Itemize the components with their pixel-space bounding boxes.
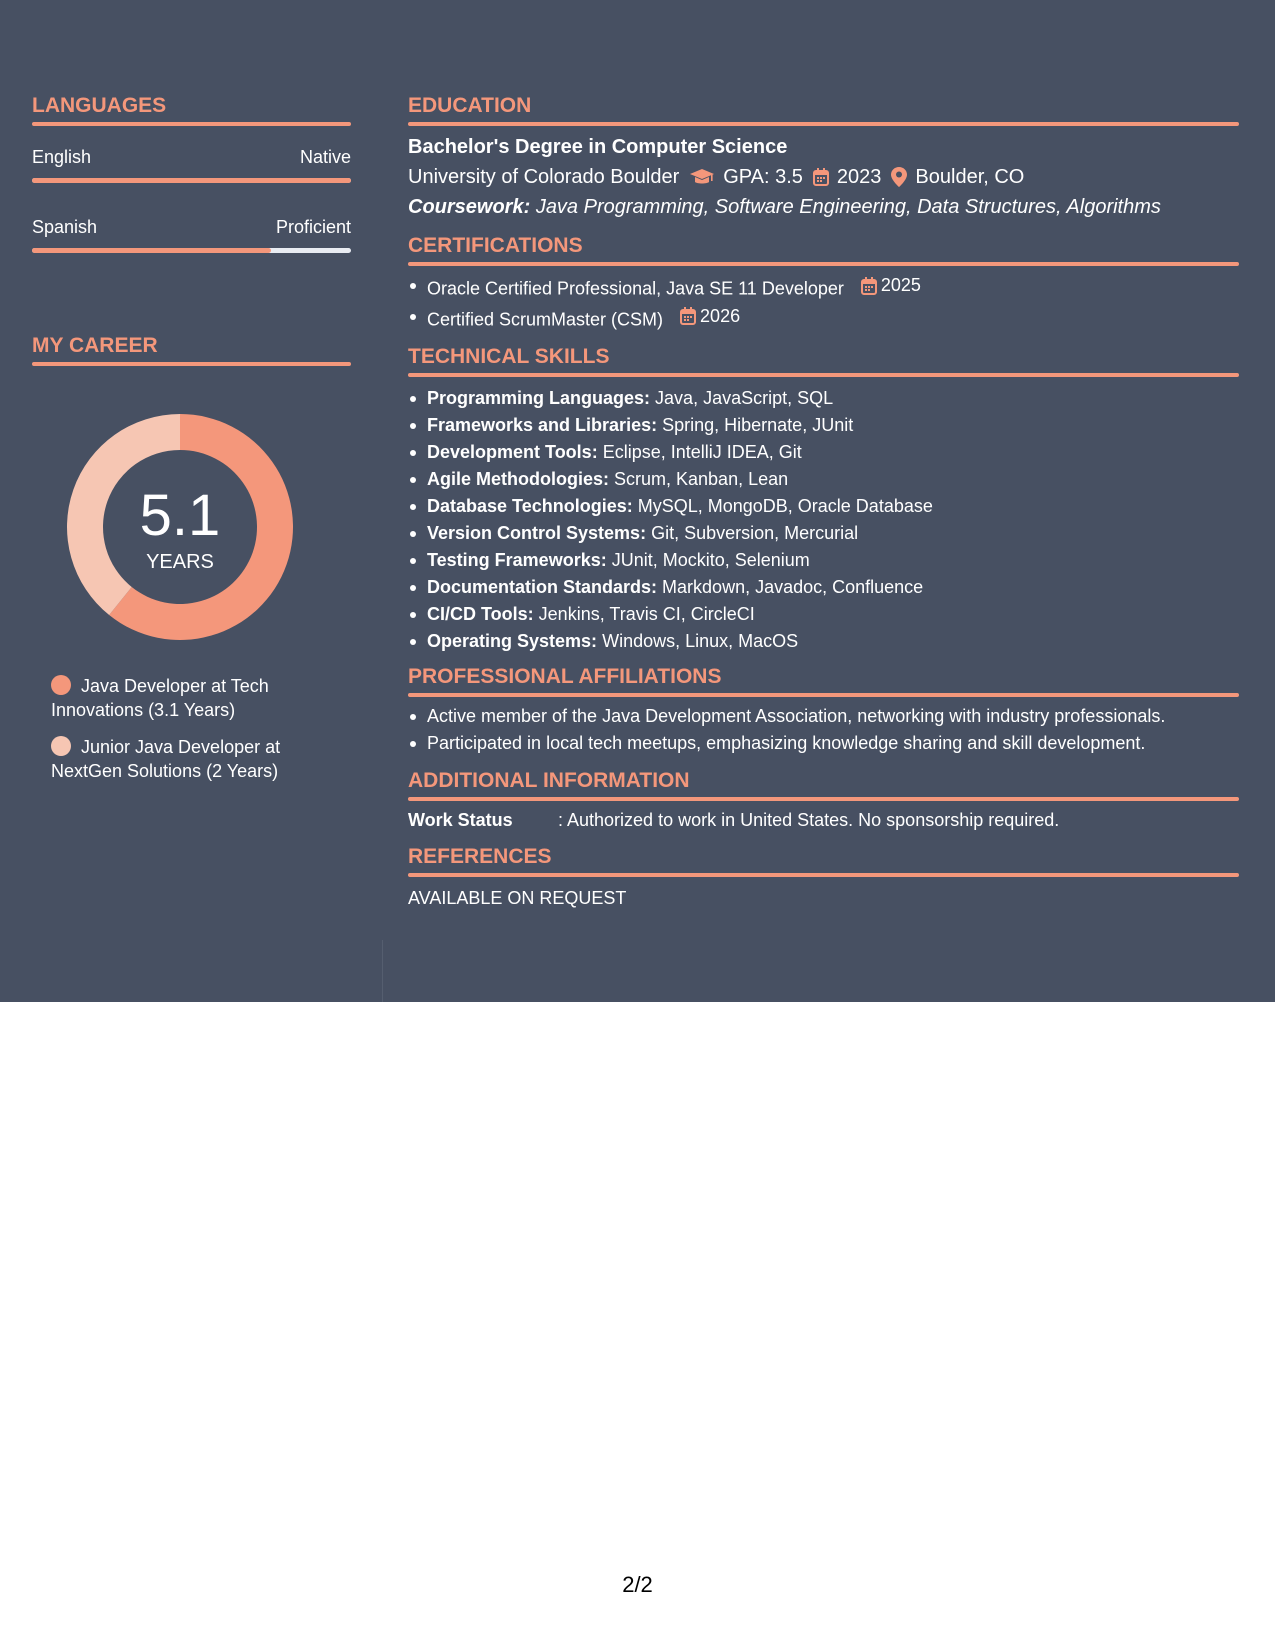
- calendar-icon: [680, 307, 696, 325]
- page-number: 2/2: [622, 1572, 653, 1597]
- list-item: [408, 272, 1239, 303]
- additional-information-section: [408, 769, 1239, 831]
- calendar-icon: [813, 168, 829, 186]
- coursework: [408, 194, 1239, 220]
- coursework-label: Coursework:: [408, 196, 531, 218]
- legend-dot: [51, 675, 71, 695]
- certification-name: Oracle Certified Professional, Java SE 11 Developer: [427, 278, 844, 299]
- skill-value: Eclipse, IntelliJ IDEA, Git: [602, 442, 802, 462]
- skill-label: Documentation Standards:: [427, 577, 658, 597]
- list-item: [408, 601, 1239, 628]
- section-rule: [32, 362, 351, 366]
- language-level: Native: [299, 147, 351, 167]
- career-years-unit: YEARS: [146, 551, 214, 573]
- language-level-bar: [32, 248, 351, 253]
- skills-list: [408, 385, 1239, 655]
- skill-value: Spring, Hibernate, JUnit: [662, 415, 854, 435]
- list-item: [408, 628, 1239, 655]
- additional-title: ADDITIONAL INFORMATION: [408, 769, 690, 792]
- language-level-bar: [32, 178, 351, 183]
- section-rule: [408, 873, 1239, 877]
- references-text: AVAILABLE ON REQUEST: [408, 888, 627, 908]
- certifications-list: [408, 272, 1239, 333]
- references-section: [408, 845, 1239, 909]
- certifications-title: CERTIFICATIONS: [408, 234, 583, 257]
- coursework-list: Java Programming, Software Engineering, Data Structures, Algorithms: [535, 196, 1161, 218]
- graduation-year: 2023: [836, 166, 882, 188]
- skill-label: Version Control Systems:: [427, 523, 647, 543]
- affiliations-title: PROFESSIONAL AFFILIATIONS: [408, 665, 722, 688]
- skill-value: MySQL, MongoDB, Oracle Database: [637, 496, 933, 516]
- education-details: [408, 164, 1239, 190]
- degree-title: Bachelor's Degree in Computer Science: [408, 136, 788, 158]
- legend-item: [51, 735, 341, 783]
- education-section: [408, 94, 1239, 220]
- language-item-spanish: [32, 216, 351, 253]
- language-level-fill: [32, 178, 351, 183]
- left-column: [32, 94, 351, 781]
- affiliations-list: [408, 703, 1239, 757]
- work-status-value: : Authorized to work in United States. No sponsorship required.: [558, 810, 1060, 830]
- section-rule: [408, 262, 1239, 266]
- affiliations-section: [408, 665, 1239, 757]
- language-name: Spanish: [32, 217, 98, 237]
- skill-label: Operating Systems:: [427, 631, 598, 651]
- list-item: [408, 574, 1239, 601]
- legend-label: Java Developer at Tech Innovations (3.1 Years): [51, 676, 269, 720]
- career-section: [32, 334, 351, 366]
- career-total-years: 5.1: [139, 483, 221, 548]
- certification-year: 2025: [880, 275, 921, 295]
- list-item: [408, 303, 1239, 334]
- skill-value: Markdown, Javadoc, Confluence: [662, 577, 924, 597]
- section-rule: [408, 373, 1239, 377]
- skill-label: Agile Methodologies:: [427, 469, 609, 489]
- list-item: [408, 385, 1239, 412]
- skill-label: Testing Frameworks:: [427, 550, 607, 570]
- calendar-icon: [861, 277, 877, 295]
- list-item: Active member of the Java Development Association, networking with industry professionals.: [408, 703, 1239, 730]
- career-legend: [51, 674, 341, 796]
- school-name: University of Colorado Boulder: [408, 166, 680, 188]
- section-rule: [408, 693, 1239, 697]
- language-name: English: [32, 147, 92, 167]
- language-item-english: [32, 146, 351, 183]
- work-status-row: [408, 809, 1239, 831]
- career-donut-chart: [67, 414, 293, 640]
- list-item: Participated in local tech meetups, emphasizing knowledge sharing and skill development.: [408, 730, 1239, 757]
- skill-label: Frameworks and Libraries:: [427, 415, 658, 435]
- list-item: [408, 520, 1239, 547]
- legend-label: Junior Java Developer at NextGen Solutions (2 Years): [51, 737, 281, 781]
- list-item: [408, 493, 1239, 520]
- right-column: [408, 94, 1239, 909]
- language-level-fill: [32, 248, 271, 253]
- skill-value: Jenkins, Travis CI, CircleCI: [538, 604, 755, 624]
- list-item: [408, 439, 1239, 466]
- section-rule: [408, 122, 1239, 126]
- languages-section: [32, 94, 351, 253]
- skills-title: TECHNICAL SKILLS: [408, 345, 610, 368]
- skill-value: Java, JavaScript, SQL: [655, 388, 834, 408]
- skill-value: Scrum, Kanban, Lean: [614, 469, 789, 489]
- language-level: Proficient: [275, 217, 351, 237]
- skill-label: Development Tools:: [427, 442, 598, 462]
- section-rule: [32, 122, 351, 126]
- certification-name: Certified ScrumMaster (CSM): [427, 309, 664, 329]
- school-location: Boulder, CO: [915, 166, 1025, 188]
- skill-label: Programming Languages:: [427, 388, 651, 408]
- languages-title: LANGUAGES: [32, 94, 167, 117]
- education-title: EDUCATION: [408, 94, 532, 117]
- gpa: GPA: 3.5: [723, 166, 803, 188]
- graduation-cap-icon: [689, 167, 715, 187]
- list-item: [408, 412, 1239, 439]
- legend-item: [51, 674, 341, 722]
- technical-skills-section: [408, 345, 1239, 655]
- skill-value: JUnit, Mockito, Selenium: [611, 550, 810, 570]
- section-rule: [408, 797, 1239, 801]
- certification-year: 2026: [700, 305, 741, 326]
- skill-label: Database Technologies:: [427, 496, 633, 516]
- certifications-section: [408, 234, 1239, 333]
- column-divider: [382, 940, 383, 1002]
- skill-value: Windows, Linux, MacOS: [602, 631, 799, 651]
- references-title: REFERENCES: [408, 845, 552, 868]
- list-item: [408, 547, 1239, 574]
- skill-value: Git, Subversion, Mercurial: [651, 523, 859, 543]
- skill-label: CI/CD Tools:: [427, 604, 534, 624]
- location-pin-icon: [891, 167, 907, 187]
- career-title: MY CAREER: [32, 334, 158, 357]
- work-status-label: Work Status: [408, 810, 513, 830]
- list-item: [408, 466, 1239, 493]
- legend-dot: [51, 736, 71, 756]
